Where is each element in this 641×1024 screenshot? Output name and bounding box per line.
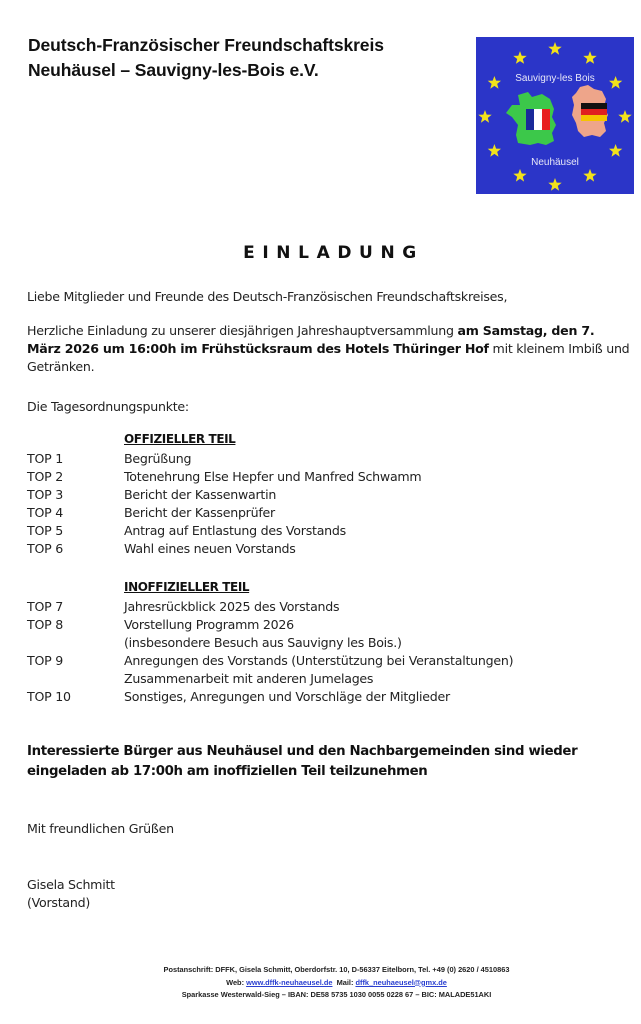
agenda-item (27, 688, 627, 706)
logo-graphic (476, 37, 634, 194)
logo-top-label: Sauvigny-les Bois (515, 73, 595, 84)
greeting: Liebe Mitglieder und Freunde des Deutsch-Französischen Freundschaftskreises, (27, 289, 508, 304)
agenda-item (27, 468, 627, 486)
org-name-line-2: Neuhäusel – Sauvigny-les-Bois e.V. (28, 60, 319, 80)
footer-mail-label: Mail: (332, 977, 356, 987)
agenda-item-description: Bericht der Kassenwartin (124, 487, 277, 502)
agenda-item-description: Bericht der Kassenprüfer (124, 505, 275, 520)
agenda-item (27, 616, 627, 652)
footer-bank-details: Sparkasse Westerwald-Sieg – IBAN: DE58 5735 1030 0055 0228 67 – BIC: MALADE51AKI (181, 990, 492, 999)
agenda-section-heading: INOFFIZIELLER TEIL (124, 580, 250, 594)
agenda-item (27, 504, 627, 522)
agenda-item (27, 450, 627, 468)
agenda-item-description: Anregungen des Vorstands (Unterstützung bei Veranstaltungen) (124, 653, 514, 668)
document-title: EINLADUNG (243, 243, 424, 263)
agenda-intro: Die Tagesordnungspunkte: (27, 399, 189, 414)
footer (0, 964, 641, 1002)
invitation-text-start: Herzliche Einladung zu unserer diesjährigen Jahreshauptversammlung (27, 323, 458, 338)
agenda-item-number: TOP 3 (27, 487, 63, 502)
agenda-item-description: (insbesondere Besuch aus Sauvigny les Bois.) (124, 635, 402, 650)
french-flag-icon (526, 109, 550, 130)
signature-name: Gisela Schmitt (27, 877, 115, 892)
invitation-text-end: mit kleinem Imbiß und Getränken. (27, 341, 630, 374)
agenda-item-number: TOP 5 (27, 523, 63, 538)
agenda-item-number: TOP 9 (27, 653, 63, 668)
agenda-item-number: TOP 8 (27, 617, 63, 632)
agenda-item-description: Wahl eines neuen Vorstands (124, 541, 296, 556)
invitation-date-location: am Samstag, den 7. März 2026 um 16:00h im Frühstücksraum des Hotels Thüringer Hof (27, 323, 595, 356)
logo-background (476, 37, 634, 194)
agenda-item (27, 486, 627, 504)
agenda-item-description: Antrag auf Entlastung des Vorstands (124, 523, 346, 538)
footer-web-label: Web: (226, 977, 247, 987)
logo-bottom-label: Neuhäusel (531, 157, 579, 168)
agenda-section-heading: OFFIZIELLER TEIL (124, 432, 236, 446)
agenda-item (27, 540, 627, 558)
agenda-item-description: Zusammenarbeit mit anderen Jumelages (124, 671, 374, 686)
agenda-item (27, 652, 627, 688)
agenda-item-description: Begrüßung (124, 451, 192, 466)
agenda-item-description: Totenehrung Else Hepfer und Manfred Schwamm (124, 469, 422, 484)
club-logo (476, 37, 634, 194)
agenda-item (27, 598, 627, 616)
closing: Mit freundlichen Grüßen (27, 821, 174, 836)
public-invitation-note: Interessierte Bürger aus Neuhäusel und den Nachbargemeinden sind wieder eingeladen ab 17:00h am inoffiziellen Teil teilzunehmen (27, 744, 578, 779)
agenda-item-number: TOP 1 (27, 451, 63, 466)
footer-address: Postanschrift: DFFK, Gisela Schmitt, Oberdorfstr. 10, D-56337 Eitelborn, Tel. +49 (0) 2620 / 4510863 (163, 965, 510, 974)
footer-contact (32, 977, 641, 990)
signature (27, 876, 115, 912)
german-flag-icon (581, 103, 607, 121)
org-name-line-1: Deutsch-Französischer Freundschaftskreis (28, 35, 384, 55)
agenda-item-description: Sonstiges, Anregungen und Vorschläge der Mitglieder (124, 689, 450, 704)
email-link[interactable]: dffk_neuhaeusel@gmx.de (355, 977, 447, 987)
agenda-item-number: TOP 6 (27, 541, 63, 556)
website-link[interactable]: www.dffk-neuhaeusel.de (246, 977, 333, 987)
agenda-item-number: TOP 2 (27, 469, 63, 484)
agenda-item-number: TOP 4 (27, 505, 63, 520)
agenda-item-number: TOP 7 (27, 599, 63, 614)
agenda-item (27, 522, 627, 540)
agenda-item-description: Jahresrückblick 2025 des Vorstands (124, 599, 340, 614)
agenda-item-description: Vorstellung Programm 2026 (124, 617, 294, 632)
organization-name (28, 33, 384, 83)
signature-role: (Vorstand) (27, 895, 91, 910)
agenda-item-number: TOP 10 (27, 689, 71, 704)
invitation-paragraph (27, 322, 632, 376)
